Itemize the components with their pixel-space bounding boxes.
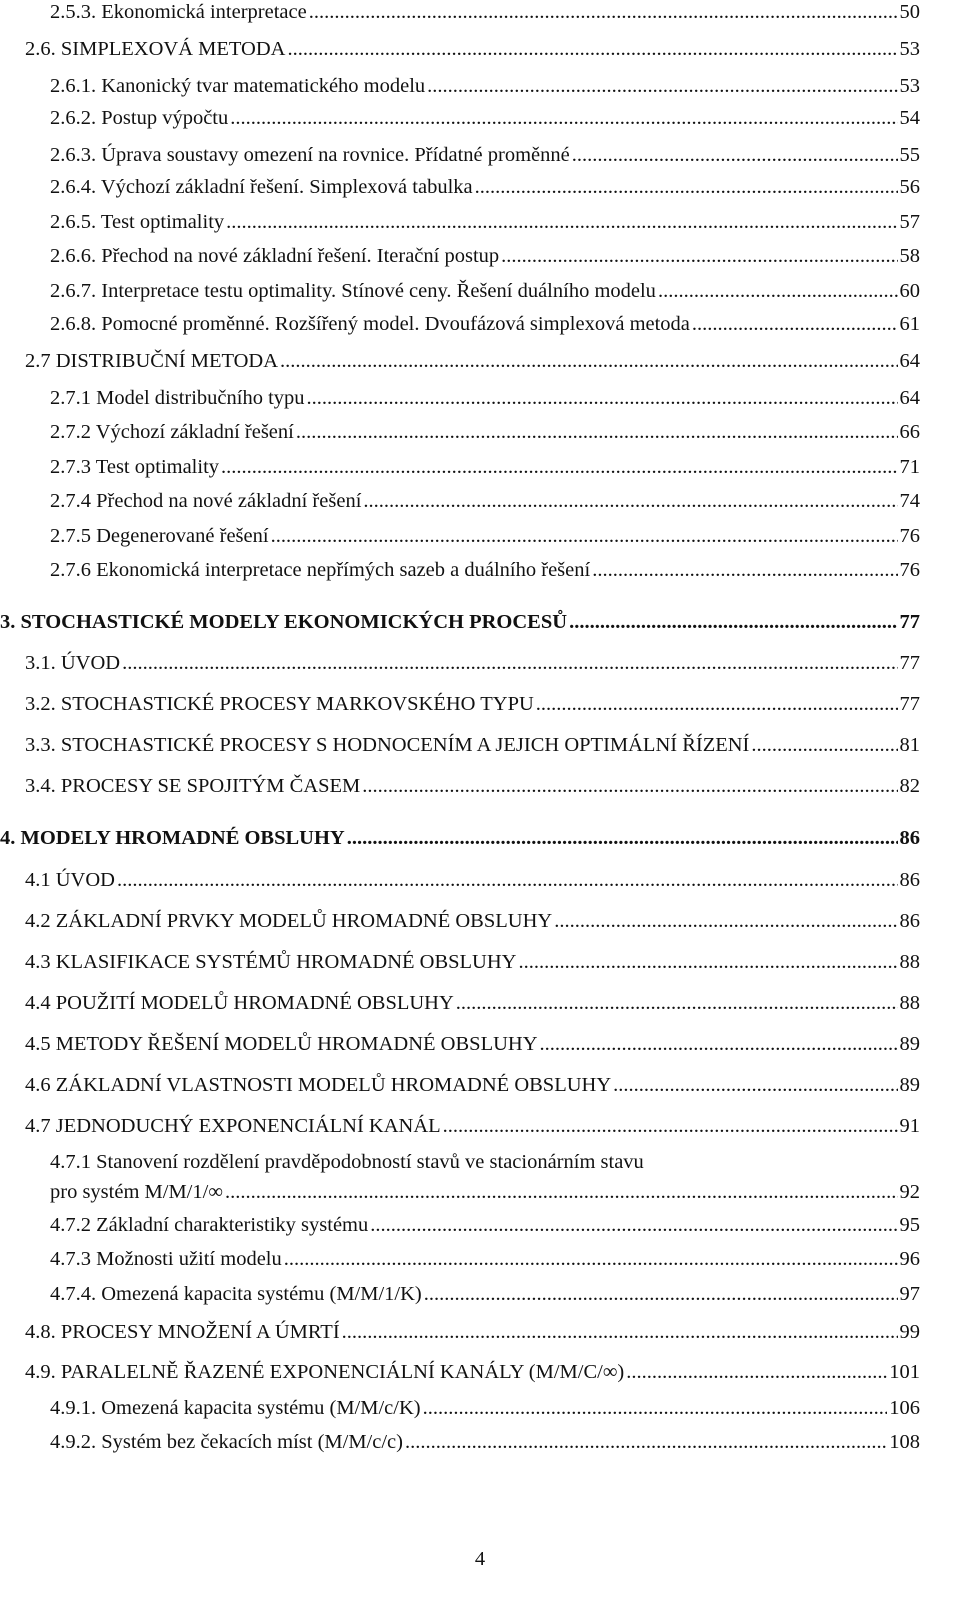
toc-entry[interactable] — [0, 106, 960, 130]
toc-leader-dots — [405, 1430, 887, 1454]
toc-leader-dots — [307, 386, 898, 410]
toc-leader-dots — [613, 1073, 897, 1097]
toc-entry[interactable] — [0, 210, 960, 234]
toc-entry-title: 2.7.3 Test optimality — [50, 456, 220, 478]
toc-entry-page: 89 — [899, 1074, 920, 1096]
toc-entry-title: 4.5 METODY ŘEŠENÍ MODELŮ HROMADNÉ OBSLUHY — [25, 1033, 538, 1055]
toc-entry-title: 2.7.1 Model distribučního typu — [50, 387, 305, 409]
toc-entry[interactable] — [0, 1247, 960, 1271]
toc-entry-title: 4.7.2 Základní charakteristiky systému — [50, 1214, 369, 1236]
toc-leader-dots — [572, 143, 898, 167]
toc-entry-page: 76 — [899, 559, 920, 581]
toc-entry[interactable] — [0, 1396, 960, 1420]
toc-entry[interactable] — [0, 420, 960, 444]
toc-leader-dots — [501, 244, 897, 268]
toc-entry-title: 4.9. PARALELNĚ ŘAZENÉ EXPONENCIÁLNÍ KANÁLY (M/M/C/∞) — [25, 1361, 625, 1383]
toc-leader-dots — [540, 1032, 898, 1056]
toc-leader-dots — [284, 1247, 898, 1271]
toc-entry-page: 99 — [899, 1321, 920, 1343]
toc-entry-title: 3.2. STOCHASTICKÉ PROCESY MARKOVSKÉHO TYPU — [25, 693, 534, 715]
toc-leader-dots — [424, 1282, 898, 1306]
toc-entry[interactable] — [0, 143, 960, 167]
toc-entry-title: 2.6.1. Kanonický tvar matematického modelu — [50, 75, 426, 97]
toc-entry-title-cont: pro systém M/M/1/∞ — [50, 1181, 223, 1203]
toc-entry[interactable] — [0, 774, 960, 798]
toc-entry[interactable] — [0, 0, 960, 24]
toc-entry-title: 2.5.3. Ekonomická interpretace — [50, 1, 307, 23]
toc-leader-dots — [309, 0, 898, 24]
toc-entry-title: 4.7.4. Omezená kapacita systému (M/M/1/K) — [50, 1283, 422, 1305]
toc-entry-title: 2.6.4. Výchozí základní řešení. Simplexová tabulka — [50, 176, 473, 198]
toc-entry-title: 2.6. SIMPLEXOVÁ METODA — [25, 38, 286, 60]
toc-entry-page: 88 — [899, 951, 920, 973]
toc-entry-page: 61 — [899, 313, 920, 335]
toc-entry-page: 71 — [899, 456, 920, 478]
toc-entry[interactable] — [0, 455, 960, 479]
toc-leader-dots — [226, 210, 897, 234]
toc-leader-dots — [221, 455, 897, 479]
toc-leader-dots — [117, 868, 898, 892]
toc-leader-dots — [362, 774, 897, 798]
toc-entry[interactable] — [0, 558, 960, 582]
toc-leader-dots — [342, 1320, 898, 1344]
toc-entry-title: 2.6.7. Interpretace testu optimality. Stínové ceny. Řešení duálního modelu — [50, 280, 656, 302]
toc-leader-dots — [592, 558, 897, 582]
toc-leader-dots — [554, 909, 897, 933]
toc-entry-page: 58 — [899, 245, 920, 267]
toc-entry-page: 82 — [899, 775, 920, 797]
toc-entry-page: 77 — [899, 652, 920, 674]
toc-entry-page: 64 — [899, 387, 920, 409]
toc-leader-dots — [280, 349, 897, 373]
toc-entry[interactable] — [0, 175, 960, 199]
toc-entry-title: 4.2 ZÁKLADNÍ PRVKY MODELŮ HROMADNÉ OBSLUHY — [25, 910, 553, 932]
toc-entry[interactable] — [0, 312, 960, 336]
toc-entry[interactable] — [0, 349, 960, 373]
toc-entry-page: 54 — [899, 107, 920, 129]
toc-entry-page: 86 — [899, 827, 920, 849]
toc-entry[interactable] — [0, 1213, 960, 1237]
toc-entry-page: 74 — [899, 490, 920, 512]
toc-entry-page: 106 — [889, 1397, 920, 1419]
toc-leader-dots — [692, 312, 898, 336]
toc-entry-title: 2.6.5. Test optimality — [50, 211, 225, 233]
toc-entry[interactable] — [0, 1032, 960, 1056]
toc-entry[interactable] — [0, 1073, 960, 1097]
toc-leader-dots — [230, 106, 897, 130]
toc-entry-page: 88 — [899, 992, 920, 1014]
toc-entry-page: 96 — [899, 1248, 920, 1270]
toc-entry[interactable] — [0, 1114, 960, 1138]
toc-leader-dots — [518, 950, 897, 974]
toc-entry[interactable] — [0, 37, 960, 61]
toc-leader-dots — [427, 74, 897, 98]
toc-entry[interactable] — [0, 909, 960, 933]
toc-entry-page: 50 — [899, 1, 920, 23]
toc-entry[interactable] — [0, 74, 960, 98]
toc-entry-page: 64 — [899, 350, 920, 372]
toc-entry-title: 4.8. PROCESY MNOŽENÍ A ÚMRTÍ — [25, 1321, 340, 1343]
toc-entry[interactable] — [0, 386, 960, 410]
toc-entry-page: 89 — [899, 1033, 920, 1055]
toc-entry[interactable] — [0, 1180, 960, 1204]
toc-entry[interactable] — [0, 244, 960, 268]
toc-leader-dots — [626, 1360, 887, 1384]
toc-entry-page: 108 — [889, 1431, 920, 1453]
toc-entry-title: 3.1. ÚVOD — [25, 652, 121, 674]
toc-entry[interactable] — [0, 279, 960, 303]
toc-entry-page: 97 — [899, 1283, 920, 1305]
toc-entry-page: 53 — [899, 75, 920, 97]
toc-entry-title: 2.7 DISTRIBUČNÍ METODA — [25, 350, 279, 372]
toc-entry-title: 3.4. PROCESY SE SPOJITÝM ČASEM — [25, 775, 361, 797]
toc-leader-dots — [569, 610, 897, 634]
toc-entry-page: 60 — [899, 280, 920, 302]
toc-entry-title: 4.1 ÚVOD — [25, 869, 115, 891]
toc-entry[interactable] — [0, 692, 960, 716]
toc-leader-dots — [296, 420, 898, 444]
toc-entry-title: 4.7 JEDNODUCHÝ EXPONENCIÁLNÍ KANÁL — [25, 1115, 441, 1137]
toc-leader-dots — [287, 37, 897, 61]
toc-entry[interactable] — [0, 1360, 960, 1384]
toc-entry[interactable] — [0, 524, 960, 548]
toc-entry-title: 4.9.2. Systém bez čekacích míst (M/M/c/c) — [50, 1431, 403, 1453]
toc-entry[interactable] — [0, 733, 960, 757]
toc-entry-page: 92 — [899, 1181, 920, 1203]
toc-entry-title: 4. MODELY HROMADNÉ OBSLUHY — [0, 827, 345, 849]
toc-leader-dots — [751, 733, 897, 757]
toc-entry-page: 77 — [899, 611, 920, 633]
toc-entry-title: 2.6.2. Postup výpočtu — [50, 107, 229, 129]
toc-leader-dots — [363, 489, 897, 513]
toc-entry[interactable] — [0, 1320, 960, 1344]
toc-entry[interactable] — [0, 1430, 960, 1454]
toc-entry-title: 3.3. STOCHASTICKÉ PROCESY S HODNOCENÍM A JEJICH OPTIMÁLNÍ ŘÍZENÍ — [25, 734, 750, 756]
toc-entry-title: 2.6.6. Přechod na nové základní řešení. Iterační postup — [50, 245, 500, 267]
toc-leader-dots — [423, 1396, 888, 1420]
toc-entry-title: 2.7.2 Výchozí základní řešení — [50, 421, 294, 443]
toc-leader-dots — [443, 1114, 898, 1138]
toc-entry-page: 76 — [899, 525, 920, 547]
toc-entry-page: 66 — [899, 421, 920, 443]
toc-entry-page: 57 — [899, 211, 920, 233]
toc-entry-page: 81 — [899, 734, 920, 756]
toc-entry[interactable] — [0, 651, 960, 675]
toc-leader-dots — [370, 1213, 897, 1237]
toc-entry[interactable] — [0, 610, 960, 634]
toc-entry-page: 86 — [899, 869, 920, 891]
toc-entry-page: 55 — [899, 144, 920, 166]
toc-entry[interactable] — [0, 950, 960, 974]
toc-entry[interactable] — [0, 1282, 960, 1306]
toc-entry-title: 4.4 POUŽITÍ MODELŮ HROMADNÉ OBSLUHY — [25, 992, 454, 1014]
toc-entry-title: 2.6.8. Pomocné proměnné. Rozšířený model. Dvoufázová simplexová metoda — [50, 313, 690, 335]
toc-leader-dots — [122, 651, 897, 675]
toc-entry-title: 2.6.3. Úprava soustavy omezení na rovnice. Přídatné proměnné — [50, 144, 570, 166]
toc-entry-title: 2.7.6 Ekonomická interpretace nepřímých sazeb a duálního řešení — [50, 559, 591, 581]
toc-entry-title: 2.7.5 Degenerované řešení — [50, 525, 269, 547]
toc-leader-dots — [658, 279, 898, 303]
toc-leader-dots — [536, 692, 898, 716]
toc-entry-title: 4.7.3 Možnosti užití modelu — [50, 1248, 282, 1270]
toc-entry-title: 2.7.4 Přechod na nové základní řešení — [50, 490, 362, 512]
toc-entry[interactable] — [0, 868, 960, 892]
toc-entry-title: 4.9.1. Omezená kapacita systému (M/M/c/K) — [50, 1397, 421, 1419]
toc-entry-page: 56 — [899, 176, 920, 198]
toc-entry-page: 95 — [899, 1214, 920, 1236]
toc-entry-page: 91 — [899, 1115, 920, 1137]
toc-entry-title: 4.6 ZÁKLADNÍ VLASTNOSTI MODELŮ HROMADNÉ OBSLUHY — [25, 1074, 612, 1096]
toc-entry-page: 86 — [899, 910, 920, 932]
toc-entry[interactable] — [0, 991, 960, 1015]
toc-leader-dots — [347, 826, 898, 850]
toc-entry-page: 53 — [899, 38, 920, 60]
toc-leader-dots — [225, 1180, 898, 1204]
toc-entry[interactable] — [0, 826, 960, 850]
toc-entry-page: 101 — [889, 1361, 920, 1383]
toc-entry-title-line1: 4.7.1 Stanovení rozdělení pravděpodobností stavů ve stacionárním stavu — [50, 1151, 644, 1173]
toc-entry-page: 77 — [899, 693, 920, 715]
toc-leader-dots — [475, 175, 898, 199]
page-number: 4 — [474, 1548, 486, 1570]
toc-entry-title: 4.3 KLASIFIKACE SYSTÉMŮ HROMADNÉ OBSLUHY — [25, 951, 517, 973]
toc-entry-title: 3. STOCHASTICKÉ MODELY EKONOMICKÝCH PROCESŮ — [0, 611, 568, 633]
toc-leader-dots — [456, 991, 898, 1015]
toc-leader-dots — [271, 524, 898, 548]
toc-entry[interactable] — [0, 489, 960, 513]
